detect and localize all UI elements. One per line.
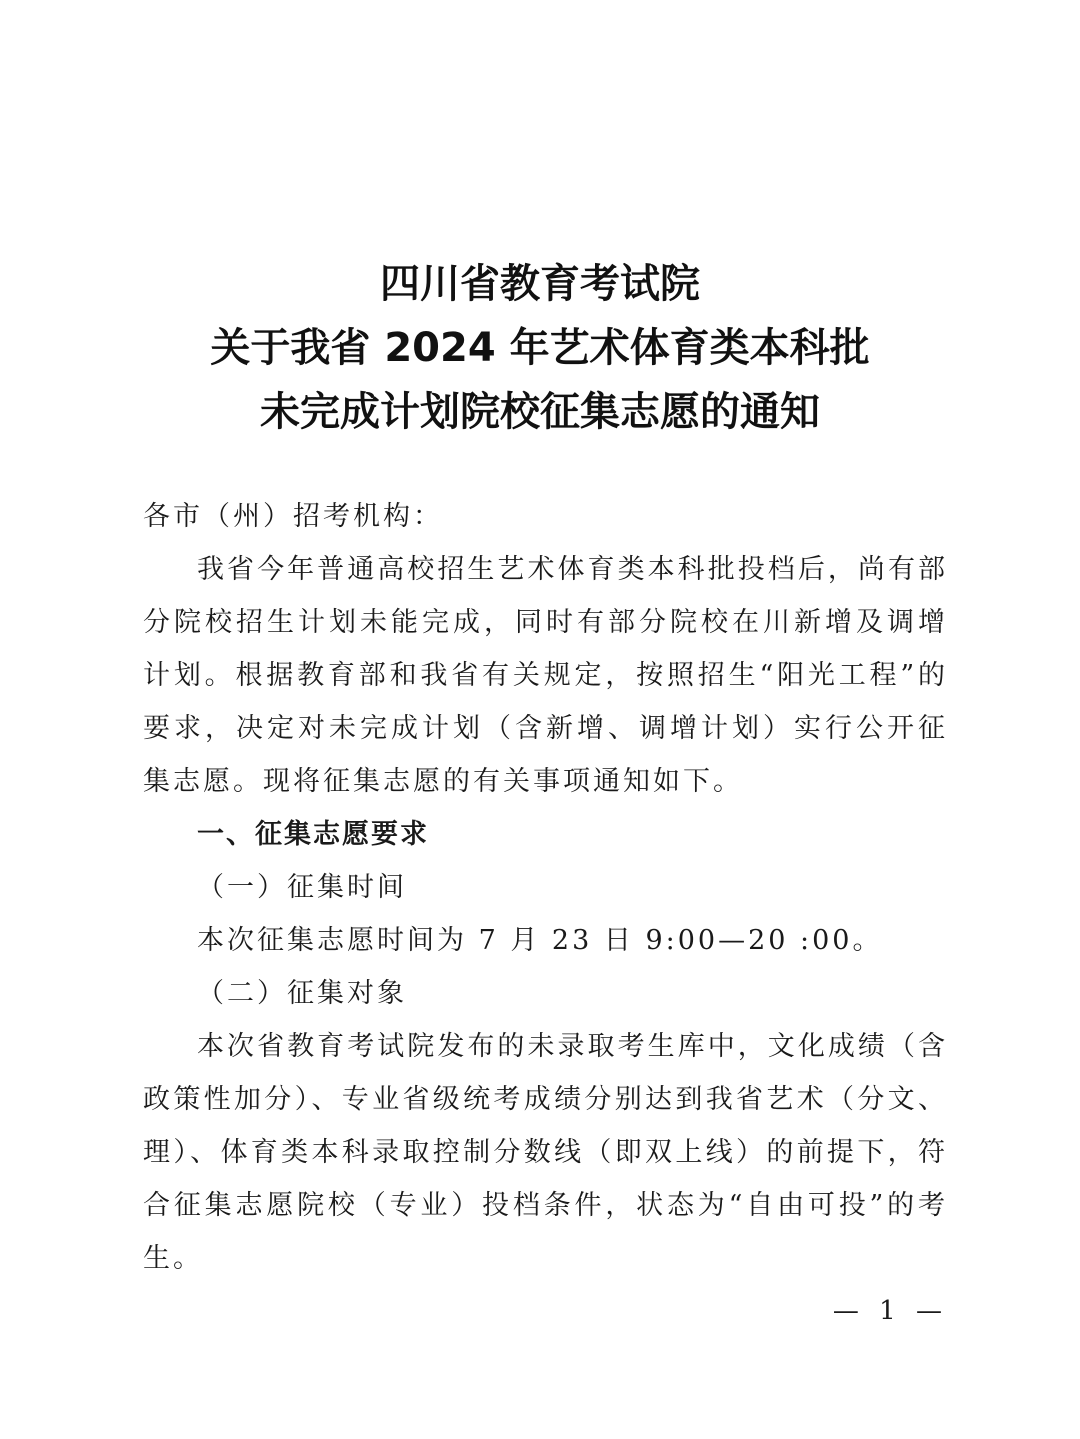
- document-body: [143, 490, 948, 1285]
- collection-target-text: 本次省教育考试院发布的未录取考生库中，文化成绩（含政策性加分）、专业省级统考成绩分别达到我省艺术（分文、理）、体育类本科录取控制分数线（即双上线）的前提下，符合征集志愿院校（专业）投档条件，状态为“自由可投”的考生。: [143, 1031, 948, 1274]
- title-line-1: 四川省教育考试院: [380, 261, 700, 307]
- document-title: [0, 252, 1080, 444]
- page-number: — 1 —: [832, 1296, 948, 1326]
- intro-paragraph: 我省今年普通高校招生艺术体育类本科批投档后，尚有部分院校招生计划未能完成，同时有部分院校在川新增及调增计划。根据教育部和我省有关规定，按照招生“阳光工程”的要求，决定对未完成计划（含新增、调增计划）实行公开征集志愿。现将征集志愿的有关事项通知如下。: [143, 554, 948, 797]
- section-heading-1: 一、征集志愿要求: [197, 819, 429, 850]
- collection-time-text: 本次征集志愿时间为 7 月 23 日 9:00—20 :00。: [197, 925, 883, 956]
- title-line-2: 关于我省 2024 年艺术体育类本科批: [210, 325, 870, 371]
- salutation: 各市（州）招考机构：: [143, 501, 443, 532]
- subsection-heading-time: （一）征集时间: [197, 872, 407, 903]
- subsection-heading-target: （二）征集对象: [197, 978, 407, 1009]
- title-line-3: 未完成计划院校征集志愿的通知: [260, 389, 820, 435]
